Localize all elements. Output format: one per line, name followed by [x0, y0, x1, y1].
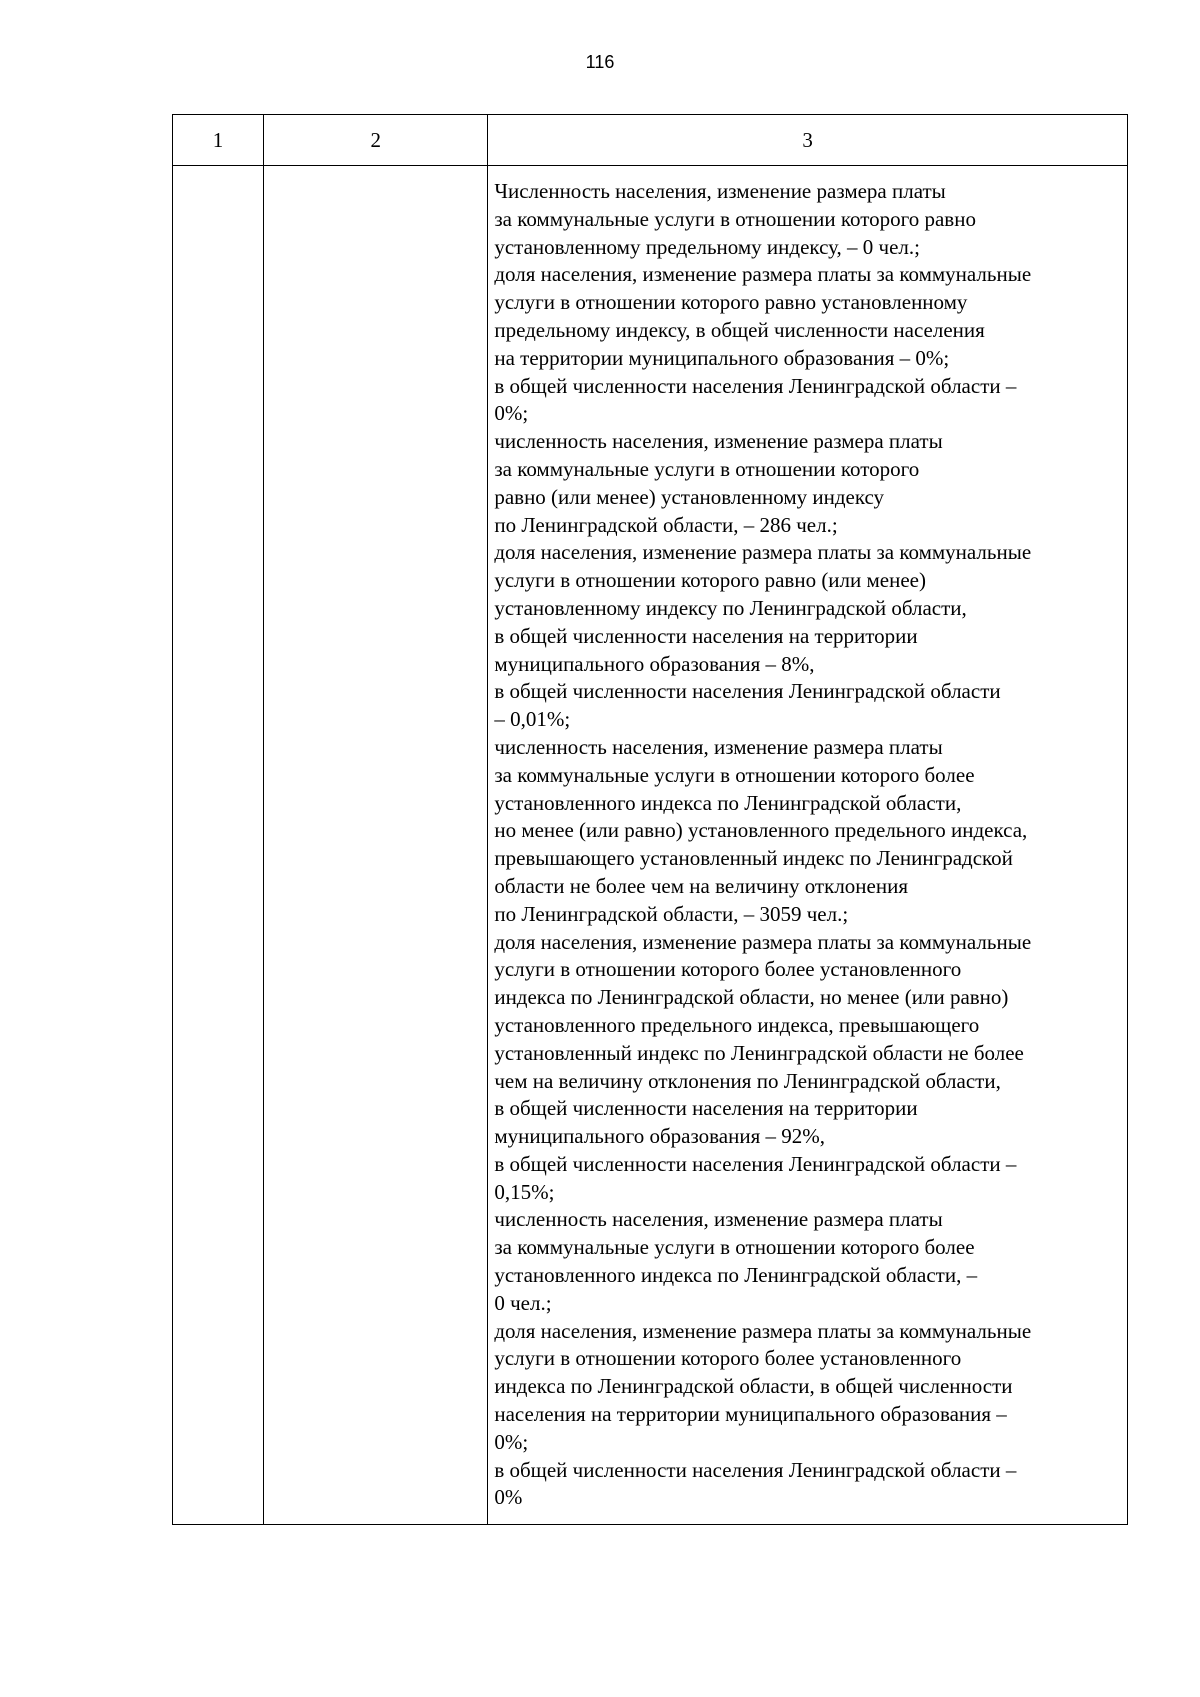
text-line: за коммунальные услуги в отношении которого более	[494, 762, 975, 787]
text-line: индекса по Ленинградской области, но менее (или равно)	[494, 985, 1009, 1010]
table-header-row	[173, 115, 1128, 166]
header-cell-3: 3	[488, 115, 1128, 166]
text-line: 0%;	[494, 1429, 529, 1454]
text-line: в общей численности населения Ленинградской области –	[494, 1457, 1017, 1482]
text-line: доля населения, изменение размера платы за коммунальные	[494, 929, 1032, 954]
table-row	[173, 166, 1128, 1525]
text-line: установленному предельному индексу, – 0 чел.;	[494, 234, 920, 259]
text-line: 0%	[494, 1485, 523, 1510]
text-line: за коммунальные услуги в отношении которого	[494, 456, 920, 481]
text-line: 0,15%;	[494, 1179, 555, 1204]
page-number: 116	[585, 52, 615, 72]
text-line: но менее (или равно) установленного предельного индекса,	[494, 818, 1028, 843]
data-table	[172, 114, 1128, 1525]
row-cell-col1	[173, 166, 264, 1525]
text-line: 0%;	[494, 401, 529, 426]
text-line: Численность населения, изменение размера платы	[494, 179, 946, 203]
text-line: услуги в отношении которого равно (или менее)	[494, 568, 926, 593]
text-line: доля населения, изменение размера платы за коммунальные	[494, 540, 1032, 565]
text-line: по Ленинградской области, – 3059 чел.;	[494, 901, 849, 926]
text-line: доля населения, изменение размера платы за коммунальные	[494, 1318, 1032, 1343]
text-line: за коммунальные услуги в отношении которого равно	[494, 206, 976, 231]
text-line: чем на величину отклонения по Ленинградской области,	[494, 1068, 1001, 1093]
row-cell-col3	[488, 166, 1128, 1525]
text-line: муниципального образования – 8%,	[494, 651, 815, 676]
text-line: по Ленинградской области, – 286 чел.;	[494, 512, 838, 537]
text-line: 0 чел.;	[494, 1290, 552, 1315]
text-line: равно (или менее) установленному индексу	[494, 484, 885, 509]
text-line: – 0,01%;	[494, 707, 571, 732]
indicator-text	[488, 166, 1127, 1520]
text-line: численность населения, изменение размера платы	[494, 429, 943, 454]
text-line: установленного индекса по Ленинградской области, –	[494, 1263, 978, 1288]
row-cell-col2	[264, 166, 488, 1525]
text-line: установленный индекс по Ленинградской области не более	[494, 1040, 1024, 1065]
text-line: муниципального образования – 92%,	[494, 1124, 825, 1149]
text-line: в общей численности населения на территории	[494, 623, 918, 648]
text-line: установленного индекса по Ленинградской области,	[494, 790, 962, 815]
text-line: предельному индексу, в общей численности населения	[494, 317, 985, 342]
text-line: области не более чем на величину отклонения	[494, 873, 908, 898]
text-line: услуги в отношении которого равно установленному	[494, 290, 968, 315]
text-line: установленного предельного индекса, превышающего	[494, 1012, 980, 1037]
text-line: в общей численности населения на территории	[494, 1096, 918, 1121]
text-line: численность населения, изменение размера платы	[494, 734, 943, 759]
text-line: услуги в отношении которого более установленного	[494, 1346, 962, 1371]
text-line: населения на территории муниципального образования –	[494, 1402, 1007, 1427]
text-line: установленному индексу по Ленинградской области,	[494, 595, 967, 620]
text-line: индекса по Ленинградской области, в общей численности	[494, 1374, 1013, 1399]
header-cell-2: 2	[264, 115, 488, 166]
text-line: доля населения, изменение размера платы за коммунальные	[494, 262, 1032, 287]
text-line: на территории муниципального образования – 0%;	[494, 345, 950, 370]
text-line: за коммунальные услуги в отношении которого более	[494, 1235, 975, 1260]
text-line: превышающего установленный индекс по Ленинградской	[494, 846, 1013, 871]
header-cell-1: 1	[173, 115, 264, 166]
text-line: численность населения, изменение размера платы	[494, 1207, 943, 1232]
text-line: в общей численности населения Ленинградской области –	[494, 373, 1017, 398]
text-line: в общей численности населения Ленинградской области –	[494, 1151, 1017, 1176]
text-line: в общей численности населения Ленинградской области	[494, 679, 1001, 704]
text-line: услуги в отношении которого более установленного	[494, 957, 962, 982]
